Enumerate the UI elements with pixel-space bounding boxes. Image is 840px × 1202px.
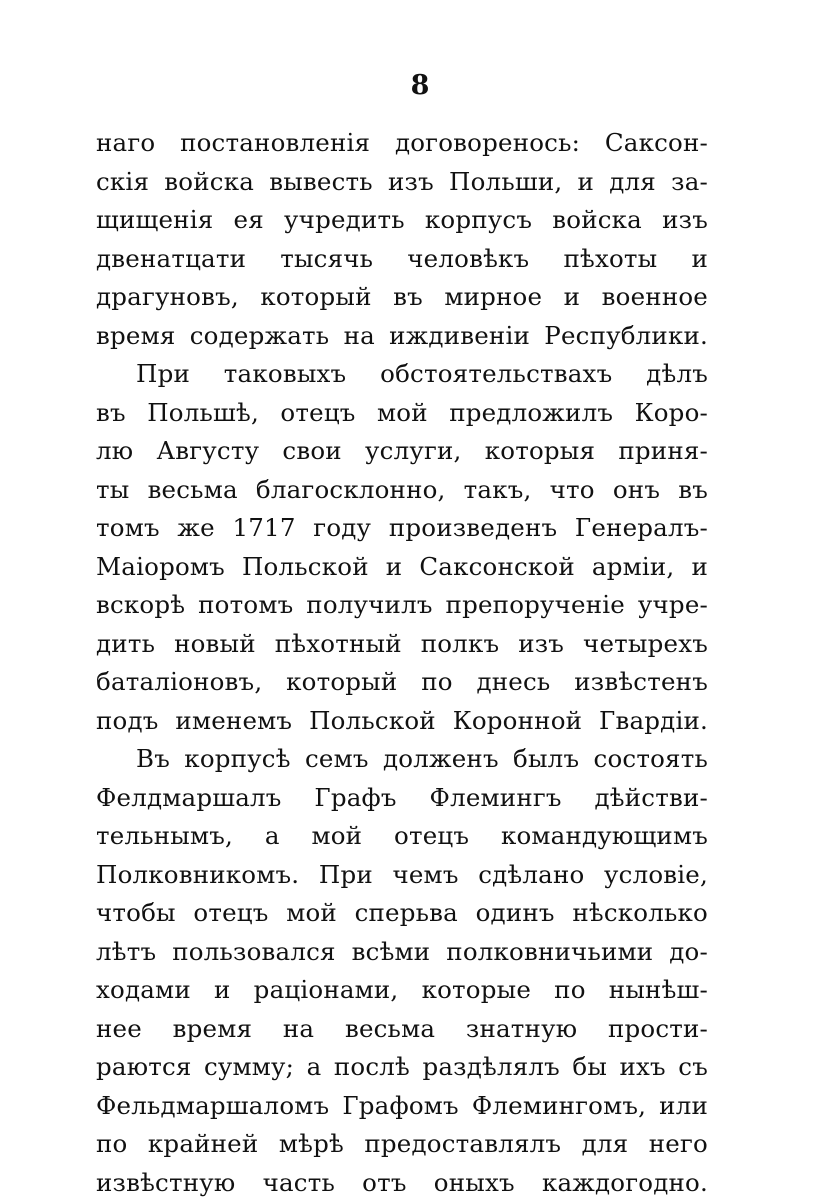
text-line: При таковыхъ обстоятельствахъ дѣлъ xyxy=(96,355,708,394)
text-line: Въ корпусѣ семъ долженъ былъ состоять xyxy=(96,740,708,779)
text-line: по крайней мѣрѣ предоставлялъ для него xyxy=(96,1125,708,1164)
text-line: нее время на весьма знатную прости- xyxy=(96,1010,708,1049)
text-line: Маіоромъ Польской и Саксонской арміи, и xyxy=(96,548,708,587)
text-line: томъ же 1717 году произведенъ Генералъ- xyxy=(96,509,708,548)
text-line: баталіоновъ, который по днесь извѣстенъ xyxy=(96,663,708,702)
text-line: тельнымъ, а мой отецъ командующимъ xyxy=(96,817,708,856)
page-number: 8 xyxy=(0,66,840,106)
text-line: Полковникомъ. При чемъ сдѣлано условіе, xyxy=(96,856,708,895)
text-line: ты весьма благосклонно, такъ, что онъ въ xyxy=(96,471,708,510)
text-line: драгуновъ, который въ мирное и военное xyxy=(96,278,708,317)
text-line: лѣтъ пользовался всѣми полковничьими до- xyxy=(96,933,708,972)
text-line: вскорѣ потомъ получилъ препорученіе учре- xyxy=(96,586,708,625)
text-line: ходами и раціонами, которые по нынѣш- xyxy=(96,971,708,1010)
text-line: раются сумму; а послѣ раздѣлялъ бы ихъ съ xyxy=(96,1048,708,1087)
text-line: лю Августу свои услуги, которыя приня- xyxy=(96,432,708,471)
text-line: въ Польшѣ, отецъ мой предложилъ Коро- xyxy=(96,394,708,433)
text-line: чтобы отецъ мой сперьва одинъ нѣсколько xyxy=(96,894,708,933)
text-line: извѣстную часть отъ оныхъ каждогодно. xyxy=(96,1164,708,1202)
text-line: щищенія ея учредить корпусъ войска изъ xyxy=(96,201,708,240)
text-line: скія войска вывесть изъ Польши, и для за- xyxy=(96,163,708,202)
text-line: подъ именемъ Польской Коронной Гвардіи. xyxy=(96,702,708,741)
text-line: Фелдмаршалъ Графъ Флемингъ дѣйстви- xyxy=(96,779,708,818)
text-line: наго постановленія договоренось: Саксон- xyxy=(96,124,708,163)
text-line: время содержать на иждивеніи Республики. xyxy=(96,317,708,356)
text-line: Фельдмаршаломъ Графомъ Флемингомъ, или xyxy=(96,1087,708,1126)
body-text xyxy=(96,124,708,1202)
text-line: двенатцати тысячь человѣкъ пѣхоты и xyxy=(96,240,708,279)
text-line: дить новый пѣхотный полкъ изъ четырехъ xyxy=(96,625,708,664)
